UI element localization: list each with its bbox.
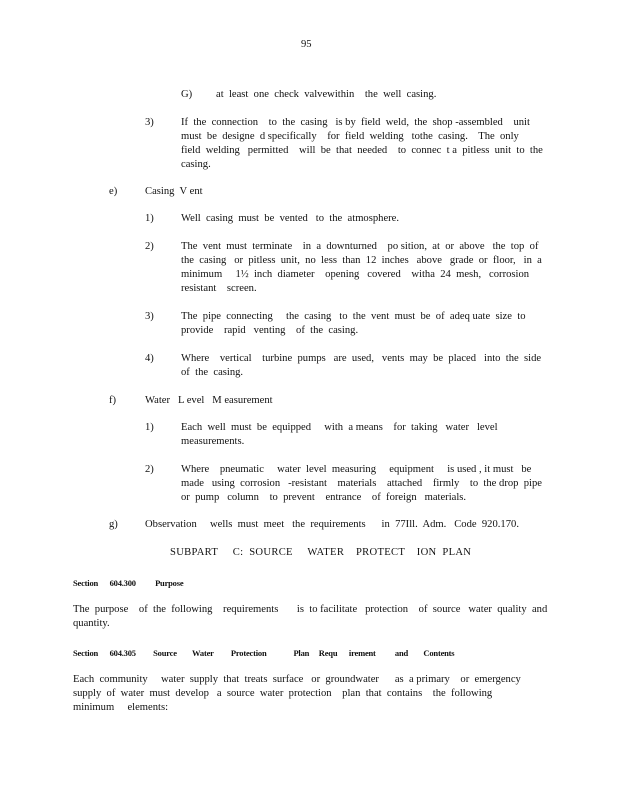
item-f1-line: Each well must be equipped with a means for taking water level — [181, 422, 498, 433]
item-e2-paragraph — [181, 240, 542, 296]
item-f2-line: Where pneumatic water level measuring equipment is used , it must be — [181, 464, 532, 475]
item-f1-paragraph — [181, 421, 498, 449]
item-e2-line: The vent must terminate in a downturned po sition, at or above the top of — [181, 241, 539, 252]
item-g-text: Observation wells must meet the requirements in 77Ill. Adm. Code 920.170. — [145, 519, 519, 530]
item-3-line: must be designe d specifically for field welding tothe casing. The only — [181, 131, 519, 142]
item-f2-line: or pump column to prevent entrance of foreign materials. — [181, 492, 467, 503]
page-number: 95 — [301, 39, 312, 50]
item-label-g-upper: G) — [181, 89, 193, 100]
item-label-f: f) — [109, 395, 117, 406]
heading-water-level: Water L evel M easurement — [145, 395, 273, 406]
item-e3-line: provide rapid venting of the casing. — [181, 325, 359, 336]
contents-paragraph — [73, 673, 521, 715]
item-label-f1: 1) — [145, 422, 154, 433]
item-e3-paragraph — [181, 310, 526, 338]
item-label-e2: 2) — [145, 241, 154, 252]
item-f2-paragraph — [181, 463, 542, 505]
item-3-line: casing. — [181, 159, 211, 170]
subpart-heading: SUBPART C: SOURCE WATER PROTECT ION PLAN — [170, 547, 472, 558]
heading-casing-vent: Casing V ent — [145, 186, 203, 197]
item-e3-line: The pipe connecting the casing to the vent must be of adeq uate size to — [181, 311, 526, 322]
purpose-line: The purpose of the following requirements is to facilitate protection of source water quality and — [73, 604, 548, 615]
item-e2-line: the casing or pitless unit, no less than 12 inches above grade or floor, in a — [181, 255, 542, 266]
item-label-g: g) — [109, 519, 118, 530]
item-label-3: 3) — [145, 117, 154, 128]
item-label-e: e) — [109, 186, 118, 197]
item-label-e1: 1) — [145, 213, 154, 224]
item-e2-line: minimum 1½ inch diameter opening covered witha 24 mesh, corrosion — [181, 269, 530, 280]
item-3-line: field welding permitted will be that needed to connec t a pitless unit to the — [181, 145, 543, 156]
item-text-check-valve: at least one check valvewithin the well casing. — [216, 89, 437, 100]
item-label-f2: 2) — [145, 464, 154, 475]
item-e4-paragraph — [181, 352, 541, 380]
purpose-paragraph — [73, 603, 547, 631]
item-e4-line: Where vertical turbine pumps are used, vents may be placed into the side — [181, 353, 542, 364]
section-604-305-title: Section 604.305 Source Water Protection Plan Requ irement and Contents — [73, 648, 455, 658]
section-604-300-title: Section 604.300 Purpose — [73, 578, 184, 588]
item-f2-line: made using corrosion -resistant materials attached firmly to the drop pipe — [181, 478, 542, 489]
contents-line: Each community water supply that treats surface or groundwater as a primary or emergency — [73, 674, 521, 685]
item-f1-line: measurements. — [181, 436, 245, 447]
item-3-paragraph — [181, 116, 543, 172]
item-e1-text: Well casing must be vented to the atmosphere. — [181, 213, 400, 224]
purpose-line: quantity. — [73, 618, 110, 629]
contents-line: supply of water must develop a source water protection plan that contains the following — [73, 688, 493, 699]
item-3-line: If the connection to the casing is by field weld, the shop -assembled unit — [181, 117, 530, 128]
item-e4-line: of the casing. — [181, 367, 244, 378]
contents-line: minimum elements: — [73, 702, 169, 713]
item-e2-line: resistant screen. — [181, 283, 257, 294]
item-label-e3: 3) — [145, 311, 154, 322]
item-label-e4: 4) — [145, 353, 154, 364]
